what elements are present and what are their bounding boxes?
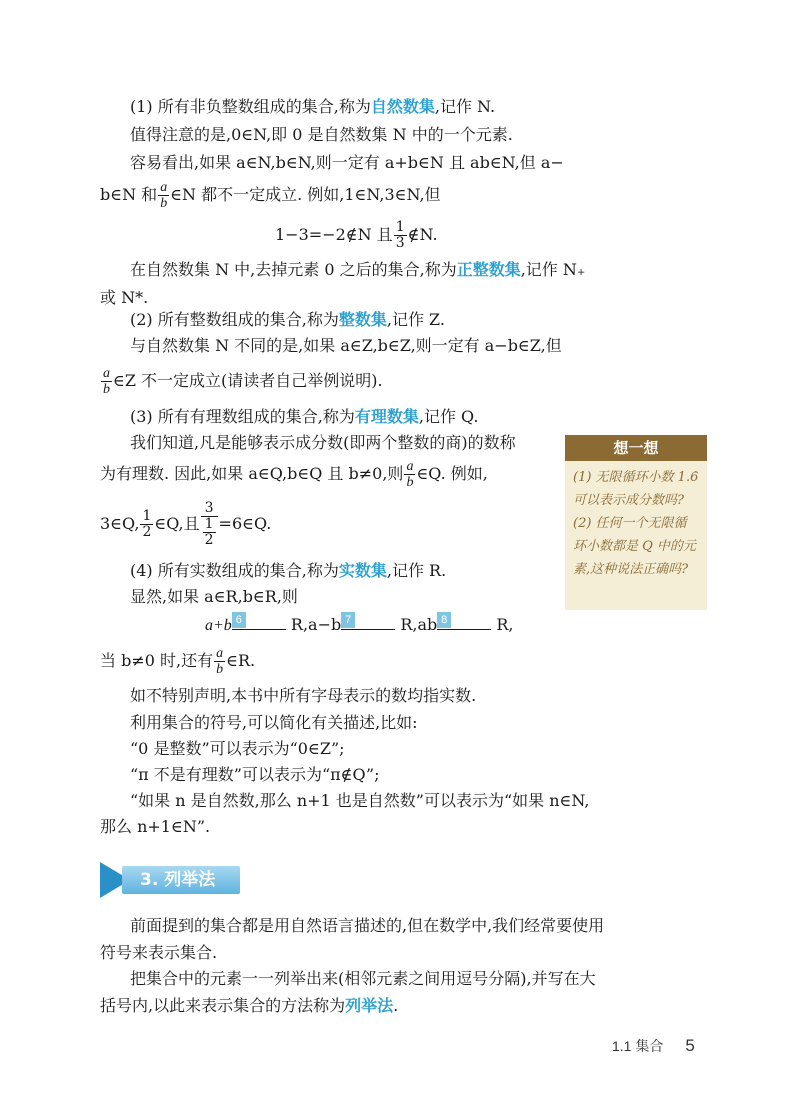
text-line-with-fraction: 为有理数. 因此,如果 a∈Q,b∈Q 且 b≠0,则 $\frac{a}{b}$ ∈Q. 例如, bbox=[100, 459, 488, 490]
text-line: 利用集合的符号,可以简化有关描述,比如: bbox=[130, 713, 418, 732]
para-natural-number-set: (1) 所有非负整数组成的集合,称为自然数集,记作 N. bbox=[130, 97, 496, 116]
footer-section: 1.1 集合 bbox=[612, 1038, 664, 1054]
blank-6[interactable]: 6 bbox=[232, 611, 286, 630]
term-integer-set: 整数集 bbox=[338, 310, 387, 329]
para-integer-set: (2) 所有整数组成的集合,称为整数集,记作 Z. bbox=[130, 310, 445, 329]
text-line: 符号来表示集合. bbox=[100, 943, 218, 962]
text-line-with-fraction: 当 b≠0 时,还有 $\frac{a}{b}$ ∈R. bbox=[100, 646, 256, 677]
text-line: 那么 n+1∈N”. bbox=[100, 817, 211, 836]
term-rational-set: 有理数集 bbox=[354, 407, 419, 426]
term-real-set: 实数集 bbox=[338, 561, 387, 580]
para-listing-method: 括号内,以此来表示集合的方法称为列举法. bbox=[100, 996, 399, 1015]
fraction-a-over-b: $\frac{a}{b}$ bbox=[406, 459, 414, 490]
text-line: 与自然数集 N 不同的是,如果 a∈Z,b∈Z,则一定有 a−b∈Z,但 bbox=[130, 336, 562, 355]
page-footer bbox=[612, 1036, 695, 1056]
text-line: 前面提到的集合都是用自然语言描述的,但在数学中,我们经常要使用 bbox=[130, 916, 605, 935]
fraction-one-third: $\frac{1}{3}$ bbox=[395, 219, 405, 251]
think-question-2: (2) 任何一个无限循环小数都是 Q 中的元素,这种说法正确吗? bbox=[573, 516, 696, 577]
page-number: 5 bbox=[685, 1036, 695, 1055]
fraction-a-over-b: $\frac{a}{b}$ bbox=[160, 180, 168, 211]
fill-in-blanks-line: a+b 6 R,a−b 7 R,ab 8 R, bbox=[205, 611, 513, 637]
text-line: “π 不是有理数”可以表示为“π∉Q”; bbox=[130, 765, 380, 784]
term-listing-method: 列举法 bbox=[345, 996, 394, 1015]
para-real-set: (4) 所有实数组成的集合,称为实数集,记作 R. bbox=[130, 561, 447, 580]
fraction-a-over-b: $\frac{a}{b}$ bbox=[103, 366, 110, 397]
compound-fraction: $\frac{3}{\frac{1}{2}}$ bbox=[201, 501, 218, 548]
text-line: 或 N*. bbox=[100, 288, 149, 307]
para-rational-set: (3) 所有有理数组成的集合,称为有理数集,记作 Q. bbox=[130, 407, 479, 426]
text-line-with-fraction: b∈N 和 $\frac{a}{b}$ ∈N 都不一定成立. 例如,1∈N,3∈N,但 bbox=[100, 180, 441, 211]
fraction-a-over-b: $\frac{a}{b}$ bbox=[216, 646, 224, 677]
term-positive-integer-set: 正整数集 bbox=[456, 260, 521, 279]
text-line: 显然,如果 a∈R,b∈R,则 bbox=[130, 587, 298, 606]
section-heading bbox=[100, 862, 242, 898]
term-natural-number-set: 自然数集 bbox=[370, 97, 435, 116]
text-line: 容易看出,如果 a∈N,b∈N,则一定有 a+b∈N 且 ab∈N,但 a− bbox=[130, 153, 564, 172]
text-line-with-fraction: $\frac{a}{b}$ ∈Z 不一定成立(请读者自己举例说明). bbox=[103, 366, 383, 397]
text-line: 我们知道,凡是能够表示成分数(即两个整数的商)的数称 bbox=[130, 433, 516, 452]
text-line: “如果 n 是自然数,那么 n+1 也是自然数”可以表示为“如果 n∈N, bbox=[130, 791, 590, 810]
text-line: 值得注意的是,0∈N,即 0 是自然数集 N 中的一个元素. bbox=[130, 125, 513, 144]
think-about-box bbox=[565, 435, 707, 610]
blank-8[interactable]: 8 bbox=[437, 611, 491, 630]
think-about-body bbox=[565, 461, 707, 586]
section-title: 3. 列举法 bbox=[140, 870, 216, 890]
para-positive-integer-set: 在自然数集 N 中,去掉元素 0 之后的集合,称为正整数集,记作 N₊ bbox=[130, 260, 586, 279]
display-equation: 1−3=−2∉N 且 $\frac{1}{3}$ ∉N. bbox=[275, 219, 438, 251]
think-question-1: (1) 无限循环小数 1.6̇ 可以表示成分数吗? bbox=[573, 470, 699, 508]
fraction-one-half: $\frac{1}{2}$ bbox=[142, 508, 152, 540]
text-line-with-fractions: 3∈Q, $\frac{1}{2}$ ∈Q,且 $\frac{3}{\frac{1}{2}}$ =6∈Q. bbox=[100, 500, 272, 548]
think-about-title: 想一想 bbox=[565, 435, 707, 461]
text-line: 如不特别声明,本书中所有字母表示的数均指实数. bbox=[130, 686, 477, 705]
text-line: “0 是整数”可以表示为“0∈Z”; bbox=[130, 739, 345, 758]
text-line: 把集合中的元素一一列举出来(相邻元素之间用逗号分隔),并写在大 bbox=[130, 969, 596, 988]
blank-7[interactable]: 7 bbox=[341, 611, 395, 630]
